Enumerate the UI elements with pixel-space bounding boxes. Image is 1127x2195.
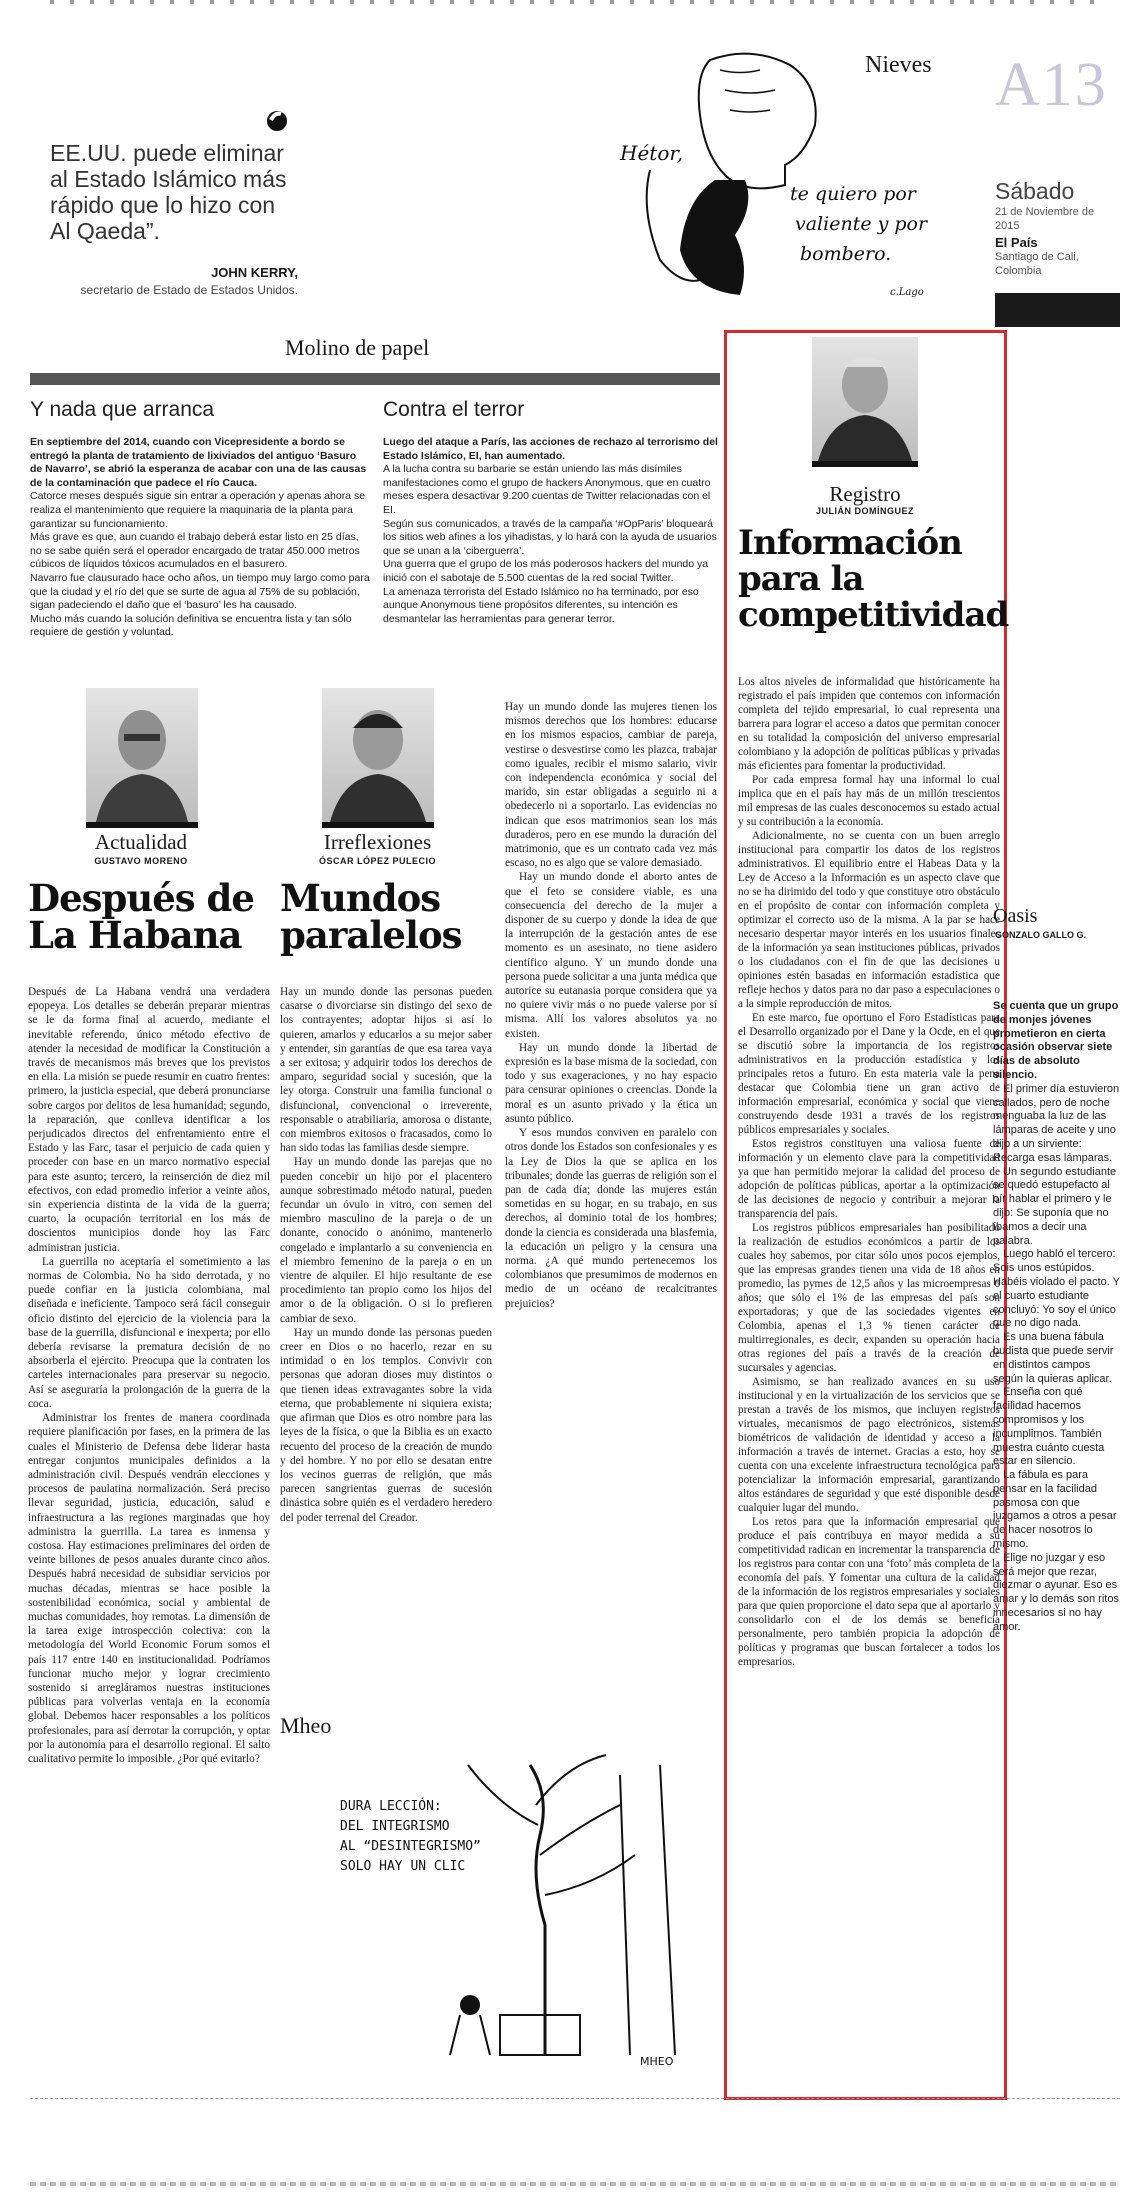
irreflexiones-body-a <box>280 985 492 1525</box>
mheo-caption-4: SOLO HAY UN CLIC <box>340 1859 466 1874</box>
actualidad-headline <box>28 876 273 957</box>
registro-p5: Estos registros constituyen una valiosa fuente de información y un elemento clave para la competitividad ya que han permitido mejorar la calidad del proceso de adopción de políticas públicas, aportar a la optimización de las decisiones de negocio y contribuir a mejorar la transparencia del país. <box>738 1138 1000 1220</box>
actualidad-headline-1: Después de <box>28 876 254 920</box>
registro-p2: Por cada empresa formal hay una informal lo cual implica que en el país hay más de un millón trescientos mil empresas de las cuales desconocemos su estado actual y su contribución a la economía. <box>738 774 1000 828</box>
cartoon-text-1: Hétor, <box>620 141 684 165</box>
molino-left-p3: Navarro fue clausurado hace ocho años, un tiempo muy largo como para que la ciudad y el río del que se surte de agua al 75% de su población, sigan padeciendo el daño que el ‘basuro’ les ha causado. <box>30 571 370 612</box>
irreflexiones-p4: Hay un mundo donde las mujeres tienen los mismos derechos que los hombres: educarse en los mismos espacios, cambiar de pareja, vestirse o desvestirse como les plazca, trabajar como iguales, recibir el mismo salario, vivir con independencia económica y social del marido, sin estar obligadas a seguirlo ni a obedecerlo ni a soportarlo. Las evidencias no indican que esos matrimonios sean los más duraderos, pero en ese mundo la duración del matrimonio, que es un contrato cada vez más escaso, no es algo que se valore demasiado. <box>505 701 717 870</box>
author-photo-moreno <box>86 688 198 828</box>
registro-headline-1: Información <box>738 523 962 563</box>
molino-left-p4: Mucho más cuando la solución definitiva se encuentra lista y tan sólo requiere de gestión y voluntad. <box>30 612 352 639</box>
registro-p4: En este marco, fue oportuno el Foro Estadísticas para el Desarrollo organizado por el Dane y la Ocde, en el que se discutió sobre la importancia de los registros administrativos en la producción estadística y los principales retos a futuro. En esta materia vale la pena destacar que Colombia tiene un gran activo de información empresarial, económica y social que viene construyendo desde 1931 a través de los registros públicos empresariales y sociales. <box>738 1012 1000 1136</box>
header-black-block <box>995 293 1120 327</box>
registro-p7: Asimismo, se han realizado avances en su uso institucional y en la virtualización de los servicios que se prestan a través de los mismos, que incluyen registros virtuales, mecanismos de pago electrónicos, sistemas biométricos de validación de identidad y acceso a la información a través de internet. Gracias a esto, hoy se cuenta con una excelente infraestructura tecnológica para potencializar la información empresarial, garantizando altos estándares de seguridad y que esté disponible desde cualquier lugar del mundo. <box>738 1376 1000 1514</box>
section-name: Nieves <box>865 52 932 78</box>
molino-right-lead: Luego del ataque a París, las acciones de rechazo al terrorismo del Estado Islámico, EI, han aumentado. <box>383 436 718 462</box>
molino-left <box>30 398 370 640</box>
quote-author: JOHN KERRY, <box>211 265 298 280</box>
registro-p1: Los altos niveles de informalidad que históricamente ha registrado el país impiden que contemos con información completa del tejido empresarial, lo cual representa una barrera para lograr el acceso a datos que permitan conocer en su totalidad la composición del universo empresarial colombiano y la adopción de políticas públicas y privadas más eficientes para fomentar la productividad. <box>738 676 1000 772</box>
actualidad-body <box>28 985 270 1766</box>
oasis-p6: La fábula es para pensar en la facilidad pasmosa con que juzgamos a otros a pesar de hacer nosotros lo mismo. <box>993 1469 1117 1551</box>
quote-author-role: secretario de Estado de Estados Unidos. <box>80 283 298 297</box>
irreflexiones-p6: Hay un mundo donde la libertad de expresión es la base misma de la sociedad, con todo y sus exageraciones, y no hay espacio para censurar opiniones o creencias. Donde la moral es un asunto privado y la ética un asunto público. <box>505 1041 717 1125</box>
cartoon-text-4: bombero. <box>800 243 892 265</box>
author-photo-lopez <box>322 688 434 828</box>
oasis-p3: Luego habló el tercero: Sois unos estúpidos. Habéis violado el pacto. Y el cuarto estudiante concluyó: Yo soy el único que no digo nada. <box>993 1248 1120 1330</box>
date-day: Sábado <box>995 178 1075 204</box>
top-edge-dots <box>50 0 1100 4</box>
page-number: A13 <box>995 51 1108 119</box>
irreflexiones-headline-2: paralelos <box>280 913 462 957</box>
cartoon-text-2: te quiero por <box>790 183 916 205</box>
actualidad-p2: La guerrilla no aceptaría el sometimiento a las normas de Colombia. No ha sido derrotada, y no puede confiar en la justicia colombiana, mal diseñada e ineficiente. Tampoco será fácil conseguir oficio distinto del ejercicio de la violencia para la base de la guerrilla, disfuncional e inexperta; por ello debería revisarse la prematura decisión de no absorberla el ejército. Preocupa que la contraten los carteles internacionales para preservar su negocio. Así se aseguraría la prolongación de la guerra de la coca. <box>28 1255 270 1410</box>
author-photo-dominguez <box>812 337 918 467</box>
actualidad-p3: Administrar los frentes de manera coordinada requiere planificación por fases, en la primera de las cuales el Ministerio de Defensa debe liderar hasta entregar conjuntos municipales definidos a la administración civil. Después vendrán elecciones y procesos de paulatina normalización. Será preciso llevar seguridad, justicia, educación, salud e infraestructura a las regiones marginadas que hoy administra la guerrilla. La tarea es inmensa y costosa. Hay estimaciones preliminares del orden de veinte billones de pesos anuales durante cinco años. Después habrá necesidad de subsidiar servicios por muchas décadas, mientras se hace posible la sostenibilidad económica, social y ambiental de muchas comunidades, hoy remotas. La dimensión de la tarea exige introspección colectiva: con la metodología del World Economic Forum somos el país 117 entre 140 en institucionalidad. Podríamos funcionar mucho mejor y lograr crecimiento sostenido si arregláramos nuestras instituciones públicas para volverlas ventaja en la economía global. Debemos hacer responsables a los políticos profesionales, para así derrotar la corrupción, y optar por la autonomía para el desarrollo regional. El salto cualitativo permite lo imposible. ¿Por qué evitarlo? <box>28 1412 270 1765</box>
irreflexiones-headline <box>280 876 500 957</box>
actualidad-section: Actualidad <box>94 830 188 854</box>
mheo-section: Mheo <box>280 1713 332 1738</box>
mheo-cartoon <box>300 1745 710 2075</box>
irreflexiones-p7: Y esos mundos conviven en paralelo con otros donde los Estados son confesionales y es la Ley de Dios la que se aplica en los tribunales; donde las guerras de religión son el pan de cada día; donde las mujeres están sometidas en su hogar, en su trabajo, en sus derechos, al dominio total de los hombres; donde la ciencia es considerada una blasfemia, la educación un peligro y la censura una norma. ¿A qué mundo pertenecemos los colombianos que presumimos de modernos en medio de un océano de recalcitrantes prejuicios? <box>505 1127 717 1310</box>
irreflexiones-p5: Hay un mundo donde el aborto antes de que el feto se considere viable, es una consecuencia del derecho de la mujer a disponer de su cuerpo y donde la idea de que la interrupción de la gestación antes de ese momento es un asesinato, no tiene asidero científico alguno. Y un mundo donde una persona puede solicitar a una junta médica que autorice su eutanasia porque considera que ya no quiere vivir más o no puede valerse por sí misma. Allí los valores absolutos ya no existen. <box>505 871 717 1040</box>
molino-right-heading: Contra el terror <box>383 398 525 421</box>
actualidad-author: GUSTAVO MORENO <box>94 856 188 866</box>
quote-mark-icon <box>262 106 292 136</box>
registro-p8: Los retos para que la información empresarial que produce el país contribuya en mayor medida a su competitividad radican en incrementar la transparencia de los registros para contar con una ‘foto’ más completa de la economía del país. Y fomentar una cultura de la calidad de la información de los registros empresariales y sociales para que quien proporcione el dato sepa que al aportarlo y consolidarlo con el de los demás se beneficia personalmente, pero también propicia la adopción de políticas y programas que buscan fortalecer a todos los empresarios. <box>738 1516 1000 1668</box>
oasis-p5: Enseña con qué facilidad hacemos compromisos y los incumplimos. También muestra cuánto cuesta estar en silencio. <box>993 1386 1105 1468</box>
oasis-p2: Un segundo estudiante se quedó estupefacto al oír hablar el primero y le dijo: Se suponía que no íbamos a decir una palabra. <box>993 1165 1117 1247</box>
molino-title: Molino de papel <box>285 335 430 360</box>
molino-right-p3: Una guerra que el grupo de los más poderosos hackers del mundo ya inició con el sabotaje de 5.500 cuentas de la red social Twitter. <box>383 558 709 584</box>
irreflexiones-headline-1: Mundos <box>280 876 441 920</box>
molino-left-p2: Más grave es que, aun cuando el trabajo deberá estar listo en 25 días, no se sabe quién será el operador encargado de tratar 450.000 metros cúbicos de líquidos tóxicos acumulados en el basurero. <box>30 531 360 571</box>
registro-headline-3: competitividad <box>738 595 1009 635</box>
molino-right <box>383 398 720 626</box>
actualidad-headline-2: La Habana <box>28 913 242 957</box>
oasis-p4: Es una buena fábula budista que puede servir en distintos campos según la quieras aplicar. <box>993 1331 1114 1385</box>
registro-headline-2: para la <box>738 559 864 599</box>
registro-author: JULIÁN DOMÍNGUEZ <box>816 506 914 516</box>
mheo-caption-1: DURA LECCIÓN: <box>340 1799 442 1814</box>
molino-right-p2: Según sus comunicados, a través de la campaña ‘#OpParis’ bloqueará los sitios web afines a los yihadistas, y lo hará con la ayuda de usuarios que se unan a la ‘ciberguerra’. <box>383 517 717 557</box>
irreflexiones-section: Irreflexiones <box>323 830 432 854</box>
mheo-signature: MHEO <box>640 2055 674 2068</box>
top-cartoon <box>560 50 930 305</box>
oasis-p7: Elige no juzgar y eso será mejor que rezar, diezmar o ayunar. Eso es amar y lo demás son ritos innecesarios si no hay amor. <box>993 1551 1119 1633</box>
mheo-caption-2: DEL INTEGRISMO <box>340 1819 450 1834</box>
cartoon-text-3: valiente y por <box>795 213 928 235</box>
molino-left-p1: Catorce meses después sigue sin entrar a operación y apenas ahora se realiza el mantenimiento que requiere la maquinaria de la planta para garantizar su funcionamiento. <box>30 490 366 530</box>
mheo-caption-3: AL “DESINTEGRISMO” <box>340 1839 481 1854</box>
irreflexiones-p1: Hay un mundo donde las personas pueden casarse o divorciarse sin distingo del sexo de los contrayentes; adoptar hijos si así lo quieren, amarlos y educarlos a su mejor saber y entender, sin garantías de que esa tarea vaya a ser exitosa; y adquirir todos los derechos de amparo, seguridad social y sucesión, que la ley otorga. Construir una familia funcional o disfuncional, convencional o irreverente, responsable o atrabiliaria, amorosa o distante, con miembros exitosos o fracasados, como lo han sido todas las familias desde siempre. <box>280 986 492 1155</box>
paper-city: Santiago de Cali, Colombia <box>995 251 1079 277</box>
pull-quote: EE.UU. puede eliminar al Estado Islámico más rápido que lo hizo con Al Qaeda”. <box>50 140 287 244</box>
bottom-rule <box>30 2098 1120 2099</box>
registro-p3: Adicionalmente, no se cuenta con un buen arreglo institucional para compartir los datos de los registros administrativos. El equilibrio entre el Habeas Data y la Ley de Acceso a la Información es un aspecto clave que no se ha dirimido del todo y que constituye otro obstáculo en el propósito de contar con información completa y optimizar el correcto uso de la misma. A la par se hace necesario despertar mayor interés en los usuarios finales de la información ya sean instituciones públicas, privados o los ciudadanos con el fin de que las decisiones u opiniones estén basadas en información estadística que refleje hechos y datos para no dar paso a especulaciones o a la simple reproducción de mitos. <box>738 830 1000 1010</box>
registro-headline <box>738 523 1009 635</box>
molino-left-heading: Y nada que arranca <box>30 398 215 421</box>
registro-section: Registro <box>829 482 901 506</box>
irreflexiones-body-b <box>505 700 717 1311</box>
date-box <box>995 178 1120 278</box>
oasis-p1: El primer día estuvieron callados, pero de noche menguaba la luz de las lámparas de aceite y uno dijo a un sirviente: Recarga esas lámparas. <box>993 1082 1120 1164</box>
actualidad-p1: Después de La Habana vendrá una verdadera epopeya. Los detalles se deberán preparar mientras se le da forma final al acuerdo, mediante el inevitable referendo, único método efectivo de atender la necesidad de modificar la Constitución a través de mecanismos más breves que los previstos en ella. La misión se puede resumir en cuatro frentes: primero, la justicia especial, que deberá pronunciarse sobre cargos por delitos de lesa humanidad; segundo, la reparación, que conlleva identificar a los perjudicados directos del enfrentamiento entre el Estado y las Farc, tasar el perjuicio de cada quien y proceder con base en un marco normativo especial para este asunto; tercero, la reinserción de diez mil efectivos, con edad promedio inferior a veinte años, sin experiencia distinta de la vida de la guerra; cuarto, la ocupación territorial en los más de doscientos municipios donde hoy las Farc administran justicia. <box>28 986 270 1254</box>
oasis-body <box>993 1000 1123 1635</box>
registro-p6: Los registros públicos empresariales han posibilitado la realización de estudios económicos a partir de los cuales hoy sabemos, por citar sólo unos pocos ejemplos, que las empresas grandes tienen una vida de 18 años en promedio, las pymes de 12,5 años y las microempresas 6 años; que sólo el 1% de las empresas del país son exportadoras; y que de las sociedades vigentes en Colombia, apenas el 1,3 % tienen carácter de multirregionales, es decir, expanden su operación hacia otras regiones del país a través de la creación de sucursales y agencias. <box>738 1222 1000 1374</box>
molino-bar <box>30 373 720 385</box>
irreflexiones-author: ÓSCAR LÓPEZ PULECIO <box>318 856 436 866</box>
bottom-edge-dots <box>30 2182 1120 2186</box>
irreflexiones-p3: Hay un mundo donde las personas pueden creer en Dios o no hacerlo, rezar en su intimidad o en los templos. Convivir con personas que adoran dioses muy distintos o que tienen ideas extravagantes sobre la vida eterna, que probablemente ni siquiera exista; que afirman que Dios es otro nombre para las leyes de la física, o que la Biblia es un exacto recuento del proceso de la creación de mundo y del hombre. Y no por ello se desatan entre los vecinos guerras de religión, que más parecen sangrientas guerras de sucesión dinástica sobre quién es el verdadero heredero del poder terrenal del Creador. <box>280 1326 492 1524</box>
oasis-author: GONZALO GALLO G. <box>995 930 1086 940</box>
registro-body <box>738 675 1000 1669</box>
oasis-section: Oasis <box>993 905 1038 927</box>
cartoon-signature: c.Lago <box>890 287 924 298</box>
oasis-lead: Se cuenta que un grupo de monjes jóvenes prometieron en cierta ocasión observar siete días de absoluto silencio. <box>993 1000 1119 1081</box>
molino-left-lead: En septiembre del 2014, cuando con Vicepresidente a bordo se entregó la planta de tratamiento de lixiviados del antiguo ‘Basuro de Navarro’, se abrió la esperanza de acabar con una de las causas de la contaminación que padece el río Cauca. <box>30 436 367 489</box>
date-full: 21 de Noviembre de 2015 <box>995 206 1095 232</box>
paper-name: El País <box>995 235 1038 250</box>
irreflexiones-p2: Hay un mundo donde las parejas que no pueden concebir un hijo por el placentero aunque sobrestimado método natural, pueden fecundar un óvulo in vitro, con semen del miembro masculino de la pareja o de un donante, conocido o anónimo, mantenerlo congelado e implantarlo a su conveniencia en el miembro femenino de la pareja o en un vientre de alquiler. El hijo resultante de ese procedimiento tan propio como los hijos del amor o de la obligación. O si lo prefieren cambiar de sexo. <box>280 1156 492 1325</box>
molino-right-p1: A la lucha contra su barbarie se están uniendo las más disímiles manifestaciones como el grupo de hackers Anonymous, que en cuatro meses espera desactivar 9.200 cuentas de Twitter relacionadas con el EI. <box>383 463 711 516</box>
molino-right-p4: La amenaza terrorista del Estado Islámico no ha terminado, por eso aunque Anonymous tiene propósitos diferentes, su intención es desmantelar las herramientas para generar terror. <box>383 585 699 625</box>
